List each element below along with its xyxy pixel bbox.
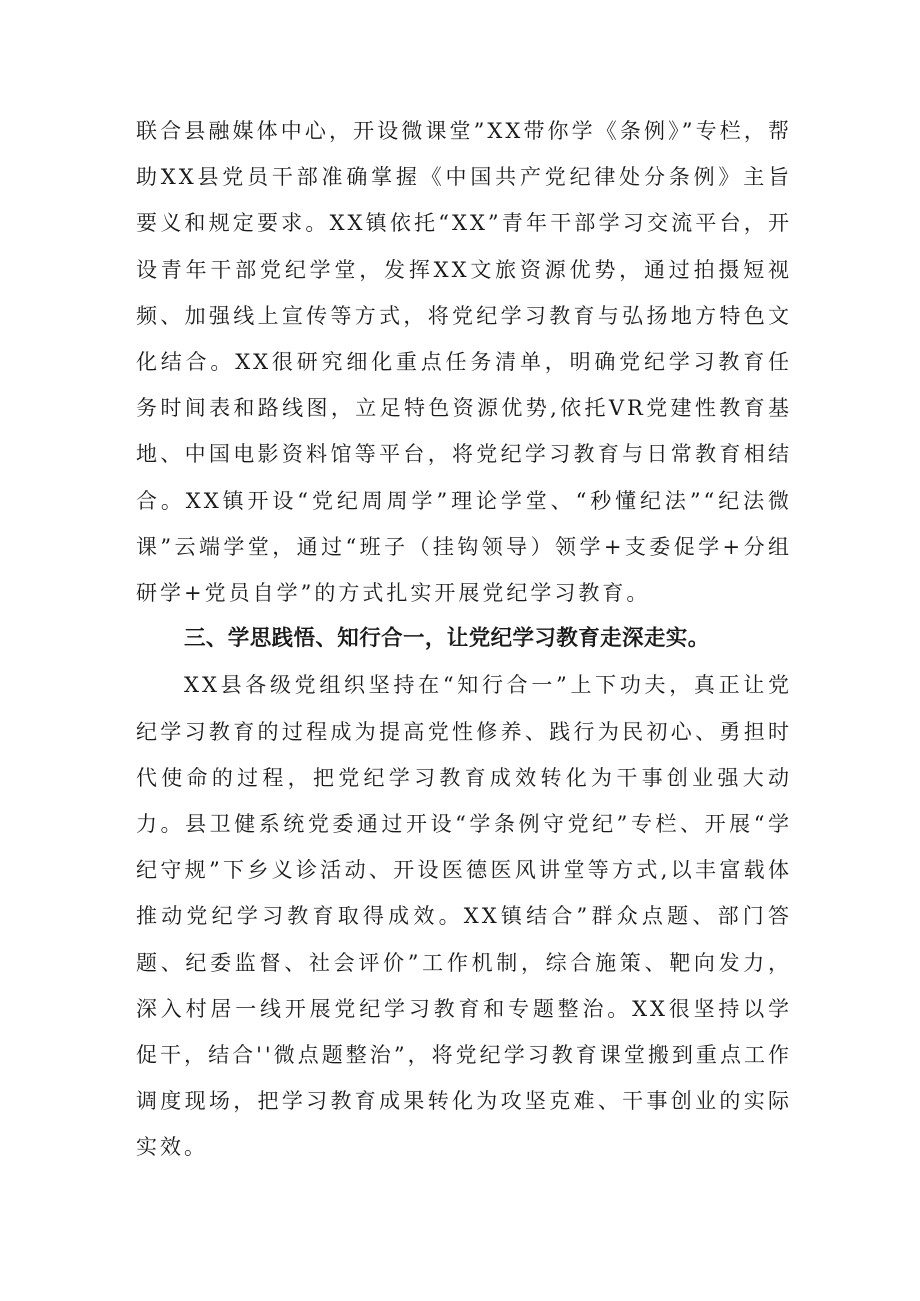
section-heading-3: 三、学思践悟、知行合一，让党纪学习教育走深走实。 — [184, 626, 710, 652]
body-paragraph: XX县各级党组织坚持在“知行合一”上下功夫，真正让党纪学习教育的过程成为提高党性修养、践行为民初心、勇担时代使命的过程，把党纪学习教育成效转化为干事创业强大动力。县卫健系统党委通过开设“学条例守党纪”专栏、开展“学纪守规”下乡义诊活动、开设医德医风讲堂等方式,以丰富载体推动党纪学习教育取得成效。XX镇结合”群众点题、部门答题、纪委监督、社会评价”工作机制，综合施策、靶向发力，深入村居一线开展党纪学习教育和专题整治。XX很坚持以学促干，结合''微点题整治”，将党纪学习教育课堂搬到重点工作调度现场，把学习教育成果转化为攻坚克难、干事创业的实际实效。 — [136, 673, 792, 1160]
body-paragraph-continued: 联合县融媒体中心，开设微课堂”XX带你学《条例》”专栏，帮助XX县党员干部准确掌握《中国共产党纪律处分条例》主旨要义和规定要求。XX镇依托“XX”青年干部学习交流平台，开设青年干部党纪学堂，发挥XX文旅资源优势，通过拍摄短视频、加强线上宣传等方式，将党纪学习教育与弘扬地方特色文化结合。XX很研究细化重点任务清单，明确党纪学习教育任务时间表和路线图，立足特色资源优势,依托VR党建性教育基地、中国电影资料馆等平台，将党纪学习教育与日常教育相结合。XX镇开设“党纪周周学”理论学堂、“秒懂纪法”“纪法微课”云端学堂，通过“班子（挂钩领导）领学+支委促学+分组研学+党员自学”的方式扎实开展党纪学习教育。 — [136, 119, 792, 606]
document-page — [136, 108, 792, 1171]
